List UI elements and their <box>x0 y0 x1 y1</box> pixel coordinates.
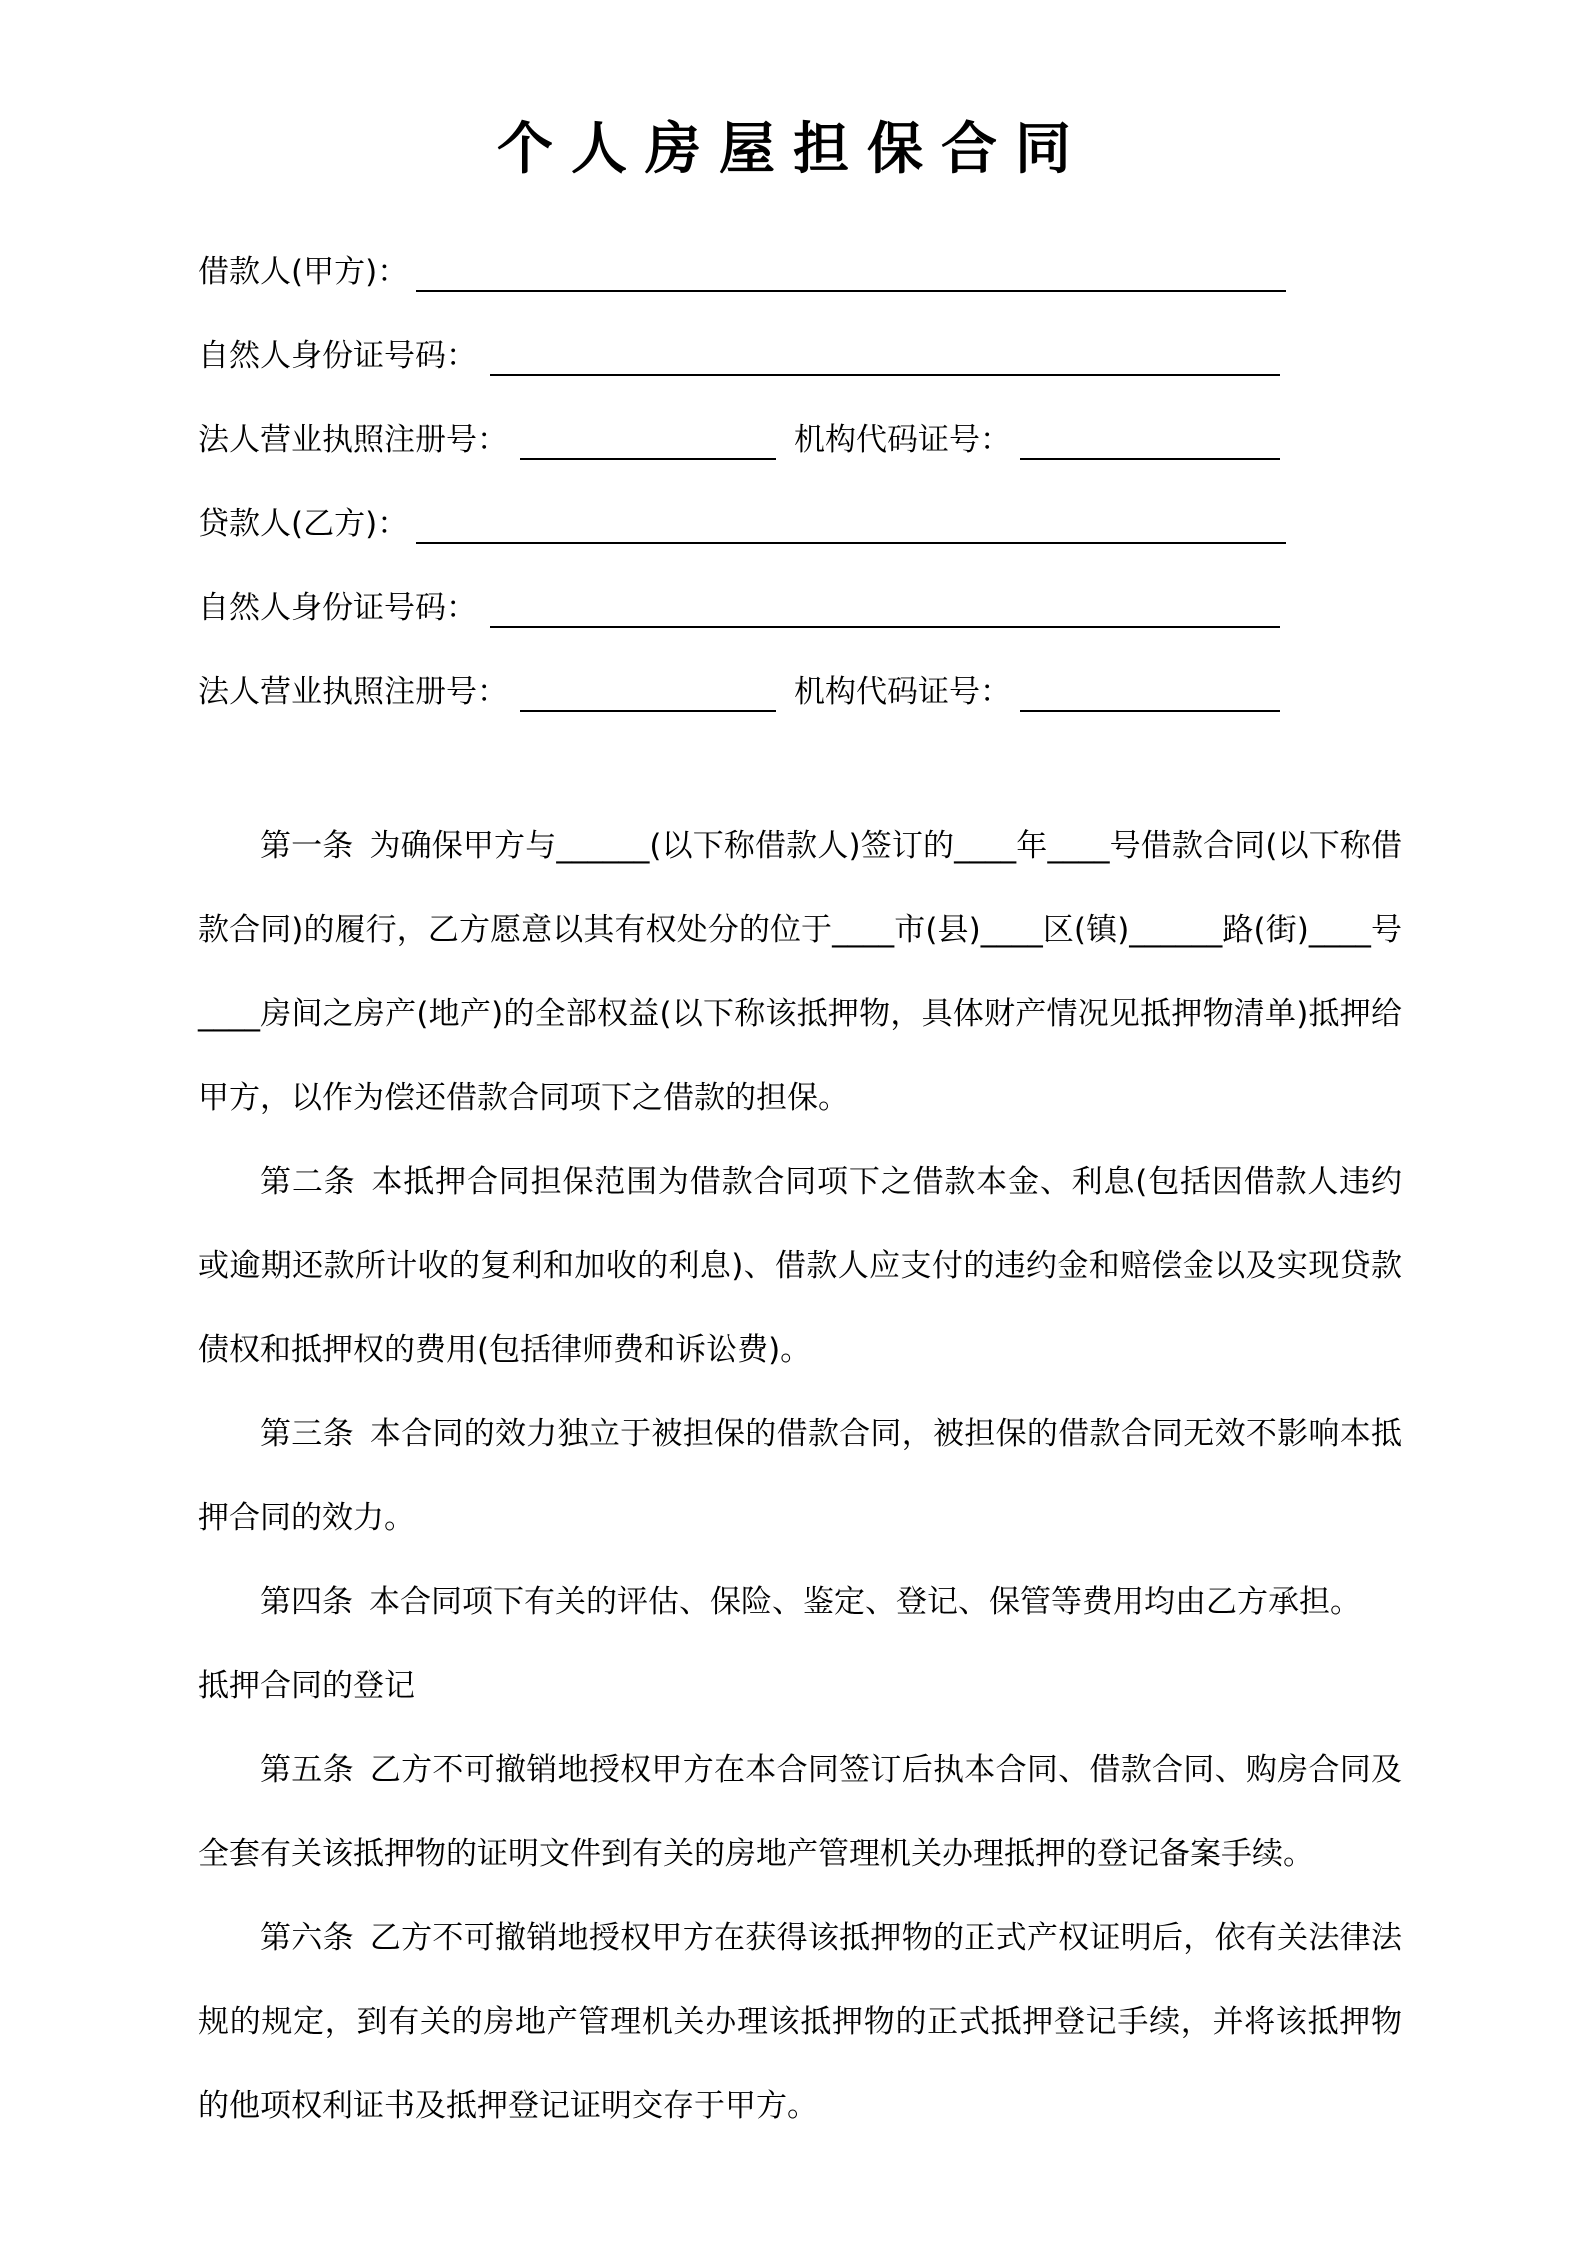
article-text: 本抵押合同担保范围为借款合同项下之借款本金、利息(包括因借款人违约或逾期还款所计收的复利和加收的利息)、借款人应支付的违约金和赔偿金以及实现贷款债权和抵押权的费用(包括律师费和诉讼费)。 <box>198 1164 1403 1368</box>
article-5 <box>198 1728 1402 1896</box>
article-text: 本合同的效力独立于被担保的借款合同，被担保的借款合同无效不影响本抵押合同的效力。 <box>198 1416 1402 1536</box>
article-number: 第三条 <box>260 1416 354 1452</box>
lender-id-blank-line[interactable] <box>490 626 1280 628</box>
article-text: 本合同项下有关的评估、保险、鉴定、登记、保管等费用均由乙方承担。 <box>369 1584 1361 1620</box>
contract-body <box>198 804 1402 2148</box>
borrower-org-blank-line[interactable] <box>1020 458 1280 460</box>
borrower-org-label: 机构代码证号： <box>794 422 1011 458</box>
document-title: 个人房屋担保合同 <box>497 117 1089 182</box>
borrower-license-label: 法人营业执照注册号： <box>198 422 508 458</box>
article-number: 第一条 <box>260 828 354 864</box>
article-number: 第六条 <box>260 1920 354 1956</box>
lender-org-blank-line[interactable] <box>1020 710 1280 712</box>
lender-label: 贷款人(乙方)： <box>198 506 409 542</box>
lender-license-label: 法人营业执照注册号： <box>198 674 508 710</box>
article-4 <box>198 1560 1402 1644</box>
lender-license-blank-line[interactable] <box>520 710 776 712</box>
lender-org-label: 机构代码证号： <box>794 674 1011 710</box>
article-text: 为确保甲方与______(以下称借款人)签订的____年____号借款合同(以下称借款合同)的履行，乙方愿意以其有权处分的位于____市(县)____区(镇)______路(街)____号____房间之房产(地产)的全部权益(以下称该抵押物，具体财产情况见抵押物清单)抵押给甲方，以作为偿还借款合同项下之借款的担保。 <box>198 828 1403 1116</box>
article-text: 乙方不可撤销地授权甲方在本合同签订后执本合同、借款合同、购房合同及全套有关该抵押物的证明文件到有关的房地产管理机关办理抵押的登记备案手续。 <box>198 1752 1402 1872</box>
article-text: 乙方不可撤销地授权甲方在获得该抵押物的正式产权证明后，依有关法律法规的规定，到有关的房地产管理机关办理该抵押物的正式抵押登记手续，并将该抵押物的他项权利证书及抵押登记证明交存于甲方。 <box>198 1920 1402 2124</box>
article-2 <box>198 1140 1402 1392</box>
article-number: 第四条 <box>260 1584 353 1620</box>
article-3 <box>198 1392 1402 1560</box>
borrower-label: 借款人(甲方)： <box>198 254 409 290</box>
borrower-id-blank-line[interactable] <box>490 374 1280 376</box>
article-6 <box>198 1896 1402 2148</box>
lender-blank-line[interactable] <box>416 542 1286 544</box>
lender-id-label: 自然人身份证号码： <box>198 590 477 626</box>
borrower-license-blank-line[interactable] <box>520 458 776 460</box>
section-heading: 抵押合同的登记 <box>198 1668 415 1704</box>
article-number: 第五条 <box>260 1752 354 1788</box>
borrower-id-label: 自然人身份证号码： <box>198 338 477 374</box>
article-1 <box>198 804 1402 1140</box>
borrower-blank-line[interactable] <box>416 290 1286 292</box>
article-number: 第二条 <box>260 1164 356 1200</box>
